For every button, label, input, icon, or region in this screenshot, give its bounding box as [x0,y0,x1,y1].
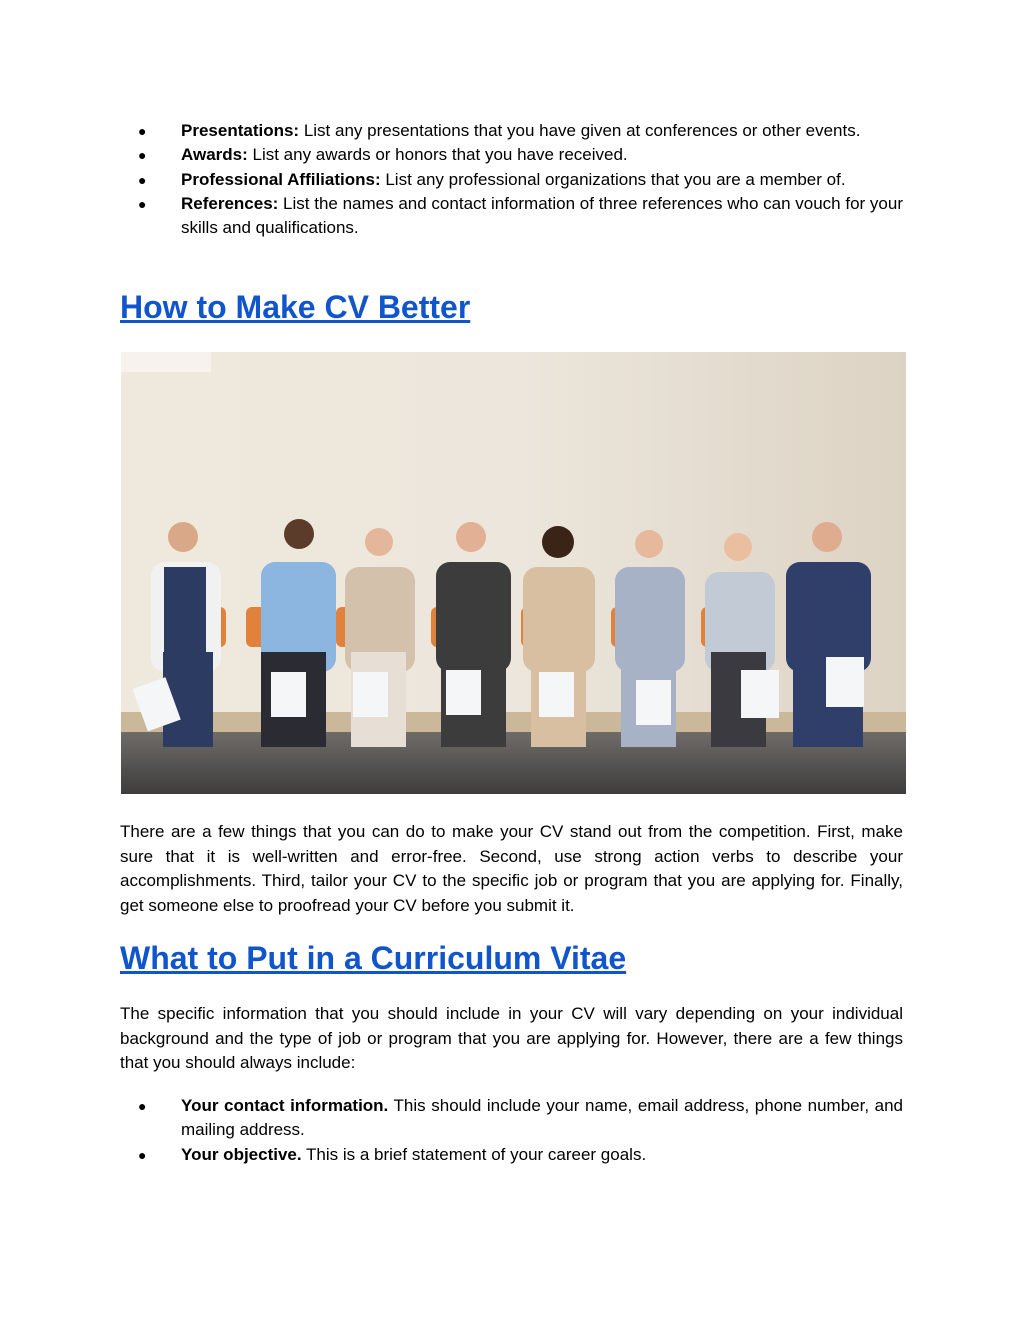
list-item-text: List the names and contact information of three references who can vouch for your skills and qualifications. [181,193,903,238]
how-to-make-cv-better-paragraph: There are a few things that you can do to make your CV stand out from the competition. First, make sure that it is well-written and error-free. Second, use strong action verbs to describe your accomplishments. Third, tailor your CV to the specific job or program that you are applying for. Finally, get someone else to proofread your CV before you submit it. [120,822,903,915]
list-item-term: Awards: [181,145,248,165]
waiting-room-illustration [121,352,906,794]
bottom-bullet-list [120,1094,903,1167]
list-item-text: List any awards or honors that you have received. [247,145,628,165]
list-item [120,119,903,143]
bullet-icon: ● [138,147,147,164]
list-item [120,168,903,192]
bullet-icon: ● [138,1146,147,1163]
job-applicants-photo [121,352,906,794]
list-item [120,1143,903,1167]
list-item-text: This should include your name, email address, phone number, and mailing address. [181,1096,903,1140]
list-item-term: References: [181,193,279,213]
bullet-icon: ● [138,195,147,212]
list-item-text: This is a brief statement of your career goals. [301,1144,647,1164]
section-heading-how-to-make-cv-better[interactable]: How to Make CV Better [120,289,471,325]
list-item-term: Your objective. [181,1144,302,1164]
top-bullet-list [120,119,903,240]
list-item-term: Presentations: [181,121,300,140]
list-item [120,143,903,167]
list-item-text: List any presentations that you have given at conferences or other events. [299,121,861,140]
list-item [120,1094,903,1143]
bullet-icon: ● [138,1098,147,1114]
list-item-text: List any professional organizations that you are a member of. [380,169,846,189]
list-item-term: Your contact information. [181,1096,389,1115]
section-heading-what-to-put-in-cv[interactable]: What to Put in a Curriculum Vitae [120,940,627,976]
bullet-icon: ● [138,171,147,188]
bullet-icon: ● [138,123,147,139]
what-to-put-in-cv-paragraph: The specific information that you should include in your CV will vary depending on your individual background and the type of job or program that you are applying for. However, there are a few things that you should always include: [120,1004,903,1073]
list-item [120,192,903,241]
list-item-term: Professional Affiliations: [181,169,381,189]
